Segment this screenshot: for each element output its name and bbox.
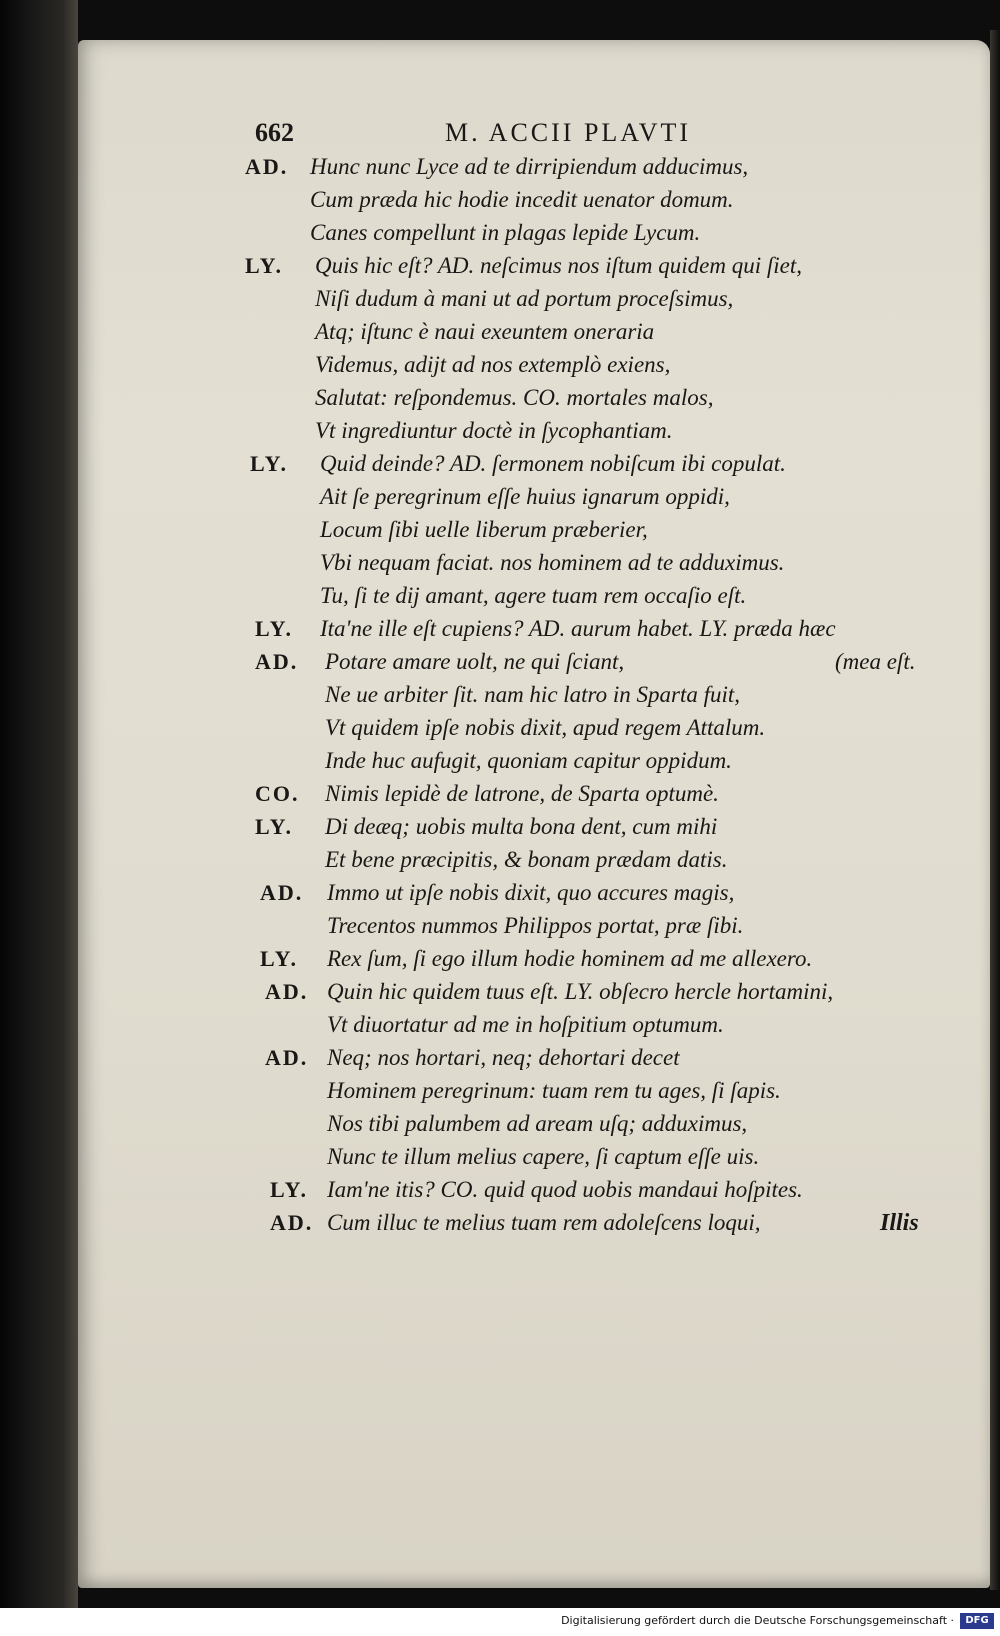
verse-text: Tu, ſi te dij amant, agere tuam rem occaſio eſt. — [320, 583, 747, 608]
text-line — [255, 1008, 955, 1041]
text-line — [255, 612, 955, 645]
text-line — [255, 414, 955, 447]
verse-text: Hominem peregrinum: tuam rem tu ages, ſi ſapis. — [327, 1078, 781, 1103]
speaker-label: LY. — [250, 451, 289, 476]
verse-text: Potare amare uolt, ne qui ſciant, — [325, 649, 625, 674]
verse-text: Neq; nos hortari, neq; dehortari decet — [327, 1045, 680, 1070]
text-line — [255, 348, 955, 381]
page-number: 662 — [255, 118, 294, 147]
verse-text: Iam'ne itis? CO. quid quod uobis mandaui hoſpites. — [327, 1177, 803, 1202]
text-line — [255, 678, 955, 711]
text-line — [255, 183, 955, 216]
speaker-label: CO. — [255, 781, 300, 806]
running-title: M. ACCII PLAVTI — [445, 118, 692, 147]
text-line — [255, 711, 955, 744]
verse-text: Rex ſum, ſi ego illum hodie hominem ad me allexero. — [327, 946, 813, 971]
verse-text: Nos tibi palumbem ad aream uſq; adduximus, — [327, 1111, 748, 1136]
text-line — [245, 150, 955, 183]
text-line — [255, 282, 955, 315]
text-line — [255, 546, 955, 579]
book-spine — [0, 0, 78, 1636]
text-line — [255, 744, 955, 777]
text-line — [255, 810, 955, 843]
text-line — [255, 975, 955, 1008]
text-line — [250, 447, 955, 480]
verse-text: Ita'ne ille eſt cupiens? AD. aurum habet. LY. præda hæc — [320, 616, 836, 641]
text-line — [255, 942, 955, 975]
text-line — [255, 843, 955, 876]
verse-text: Di deæq; uobis multa bona dent, cum mihi — [325, 814, 718, 839]
speaker-label: LY. — [260, 946, 299, 971]
verse-text: Nimis lepidè de latrone, de Sparta optumè. — [325, 781, 719, 806]
speaker-label: AD. — [260, 880, 304, 905]
verse-text: Vbi nequam faciat. nos hominem ad te adduximus. — [320, 550, 785, 575]
text-line — [255, 480, 955, 513]
verse-text: Quin hic quidem tuus eſt. LY. obſecro hercle hortamini, — [327, 979, 834, 1004]
verse-text: Quid deinde? AD. ſermonem nobiſcum ibi copulat. — [320, 451, 786, 476]
verse-text: Vt quidem ipſe nobis dixit, apud regem Attalum. — [325, 715, 766, 740]
verse-text: Vt ingrediuntur doctè in ſycophantiam. — [315, 418, 673, 443]
verse-tail: (mea eſt. — [835, 649, 916, 674]
text-line — [255, 909, 955, 942]
text-line — [255, 315, 955, 348]
verse-text: Niſi dudum à mani ut ad portum proceſsimus, — [315, 286, 734, 311]
text-line — [255, 876, 955, 909]
verse-text: Canes compellunt in plagas lepide Lycum. — [310, 220, 701, 245]
dfg-logo: DFG — [960, 1613, 994, 1629]
verse-text: Videmus, adijt ad nos extemplò exiens, — [315, 352, 671, 377]
text-line — [255, 1107, 955, 1140]
text-line — [255, 1140, 955, 1173]
verse-text: Immo ut ipſe nobis dixit, quo accures magis, — [327, 880, 735, 905]
verse-text: Hunc nunc Lyce ad te dirripiendum adducimus, — [310, 154, 749, 179]
text-line — [245, 249, 955, 282]
verse-text: Vt diuortatur ad me in hoſpitium optumum. — [327, 1012, 724, 1037]
verse-text: Ait ſe peregrinum eſſe huius ignarum oppidi, — [320, 484, 730, 509]
text-line — [255, 381, 955, 414]
speaker-label: AD. — [265, 979, 309, 1004]
speaker-label: LY. — [255, 814, 294, 839]
text-line — [255, 1074, 955, 1107]
verse-text: Nunc te illum melius capere, ſi captum eſſe uis. — [327, 1144, 760, 1169]
footer-bar — [0, 1608, 1000, 1636]
text-line — [255, 579, 955, 612]
speaker-label: LY. — [245, 253, 284, 278]
speaker-label: LY. — [255, 616, 294, 641]
verse-text: Cum præda hic hodie incedit uenator domum. — [310, 187, 734, 212]
verse-text: Locum ſibi uelle liberum præberier, — [320, 517, 648, 542]
speaker-label: AD. — [270, 1210, 314, 1235]
text-line — [255, 513, 955, 546]
text-line — [255, 1173, 955, 1206]
text-line — [255, 645, 955, 678]
page-edge — [990, 30, 1000, 1590]
verse-text: Ne ue arbiter ſit. nam hic latro in Sparta fuit, — [325, 682, 741, 707]
speaker-label: LY. — [270, 1177, 309, 1202]
text-line — [255, 216, 955, 249]
speaker-label: AD. — [255, 649, 299, 674]
verse-text: Cum illuc te melius tuam rem adoleſcens loqui, — [327, 1210, 761, 1235]
verse-text: Et bene præcipitis, & bonam prædam datis. — [325, 847, 728, 872]
play-text — [245, 150, 955, 1239]
speaker-label: AD. — [245, 154, 289, 179]
verse-text: Atq; iſtunc è naui exeuntem oneraria — [315, 319, 655, 344]
text-line — [255, 1041, 955, 1074]
verse-text: Inde huc aufugit, quoniam capitur oppidum. — [325, 748, 732, 773]
catchword: Illis — [880, 1210, 919, 1236]
text-line — [255, 777, 955, 810]
verse-text: Salutat: reſpondemus. CO. mortales malos, — [315, 385, 714, 410]
footer-credit: Digitalisierung gefördert durch die Deutsche Forschungsgemeinschaft · — [561, 1614, 954, 1627]
speaker-label: AD. — [265, 1045, 309, 1070]
verse-text: Trecentos nummos Philippos portat, præ ſibi. — [327, 913, 744, 938]
text-line — [255, 1206, 955, 1239]
verse-text: Quis hic eſt? AD. neſcimus nos iſtum quidem qui ſiet, — [315, 253, 802, 278]
